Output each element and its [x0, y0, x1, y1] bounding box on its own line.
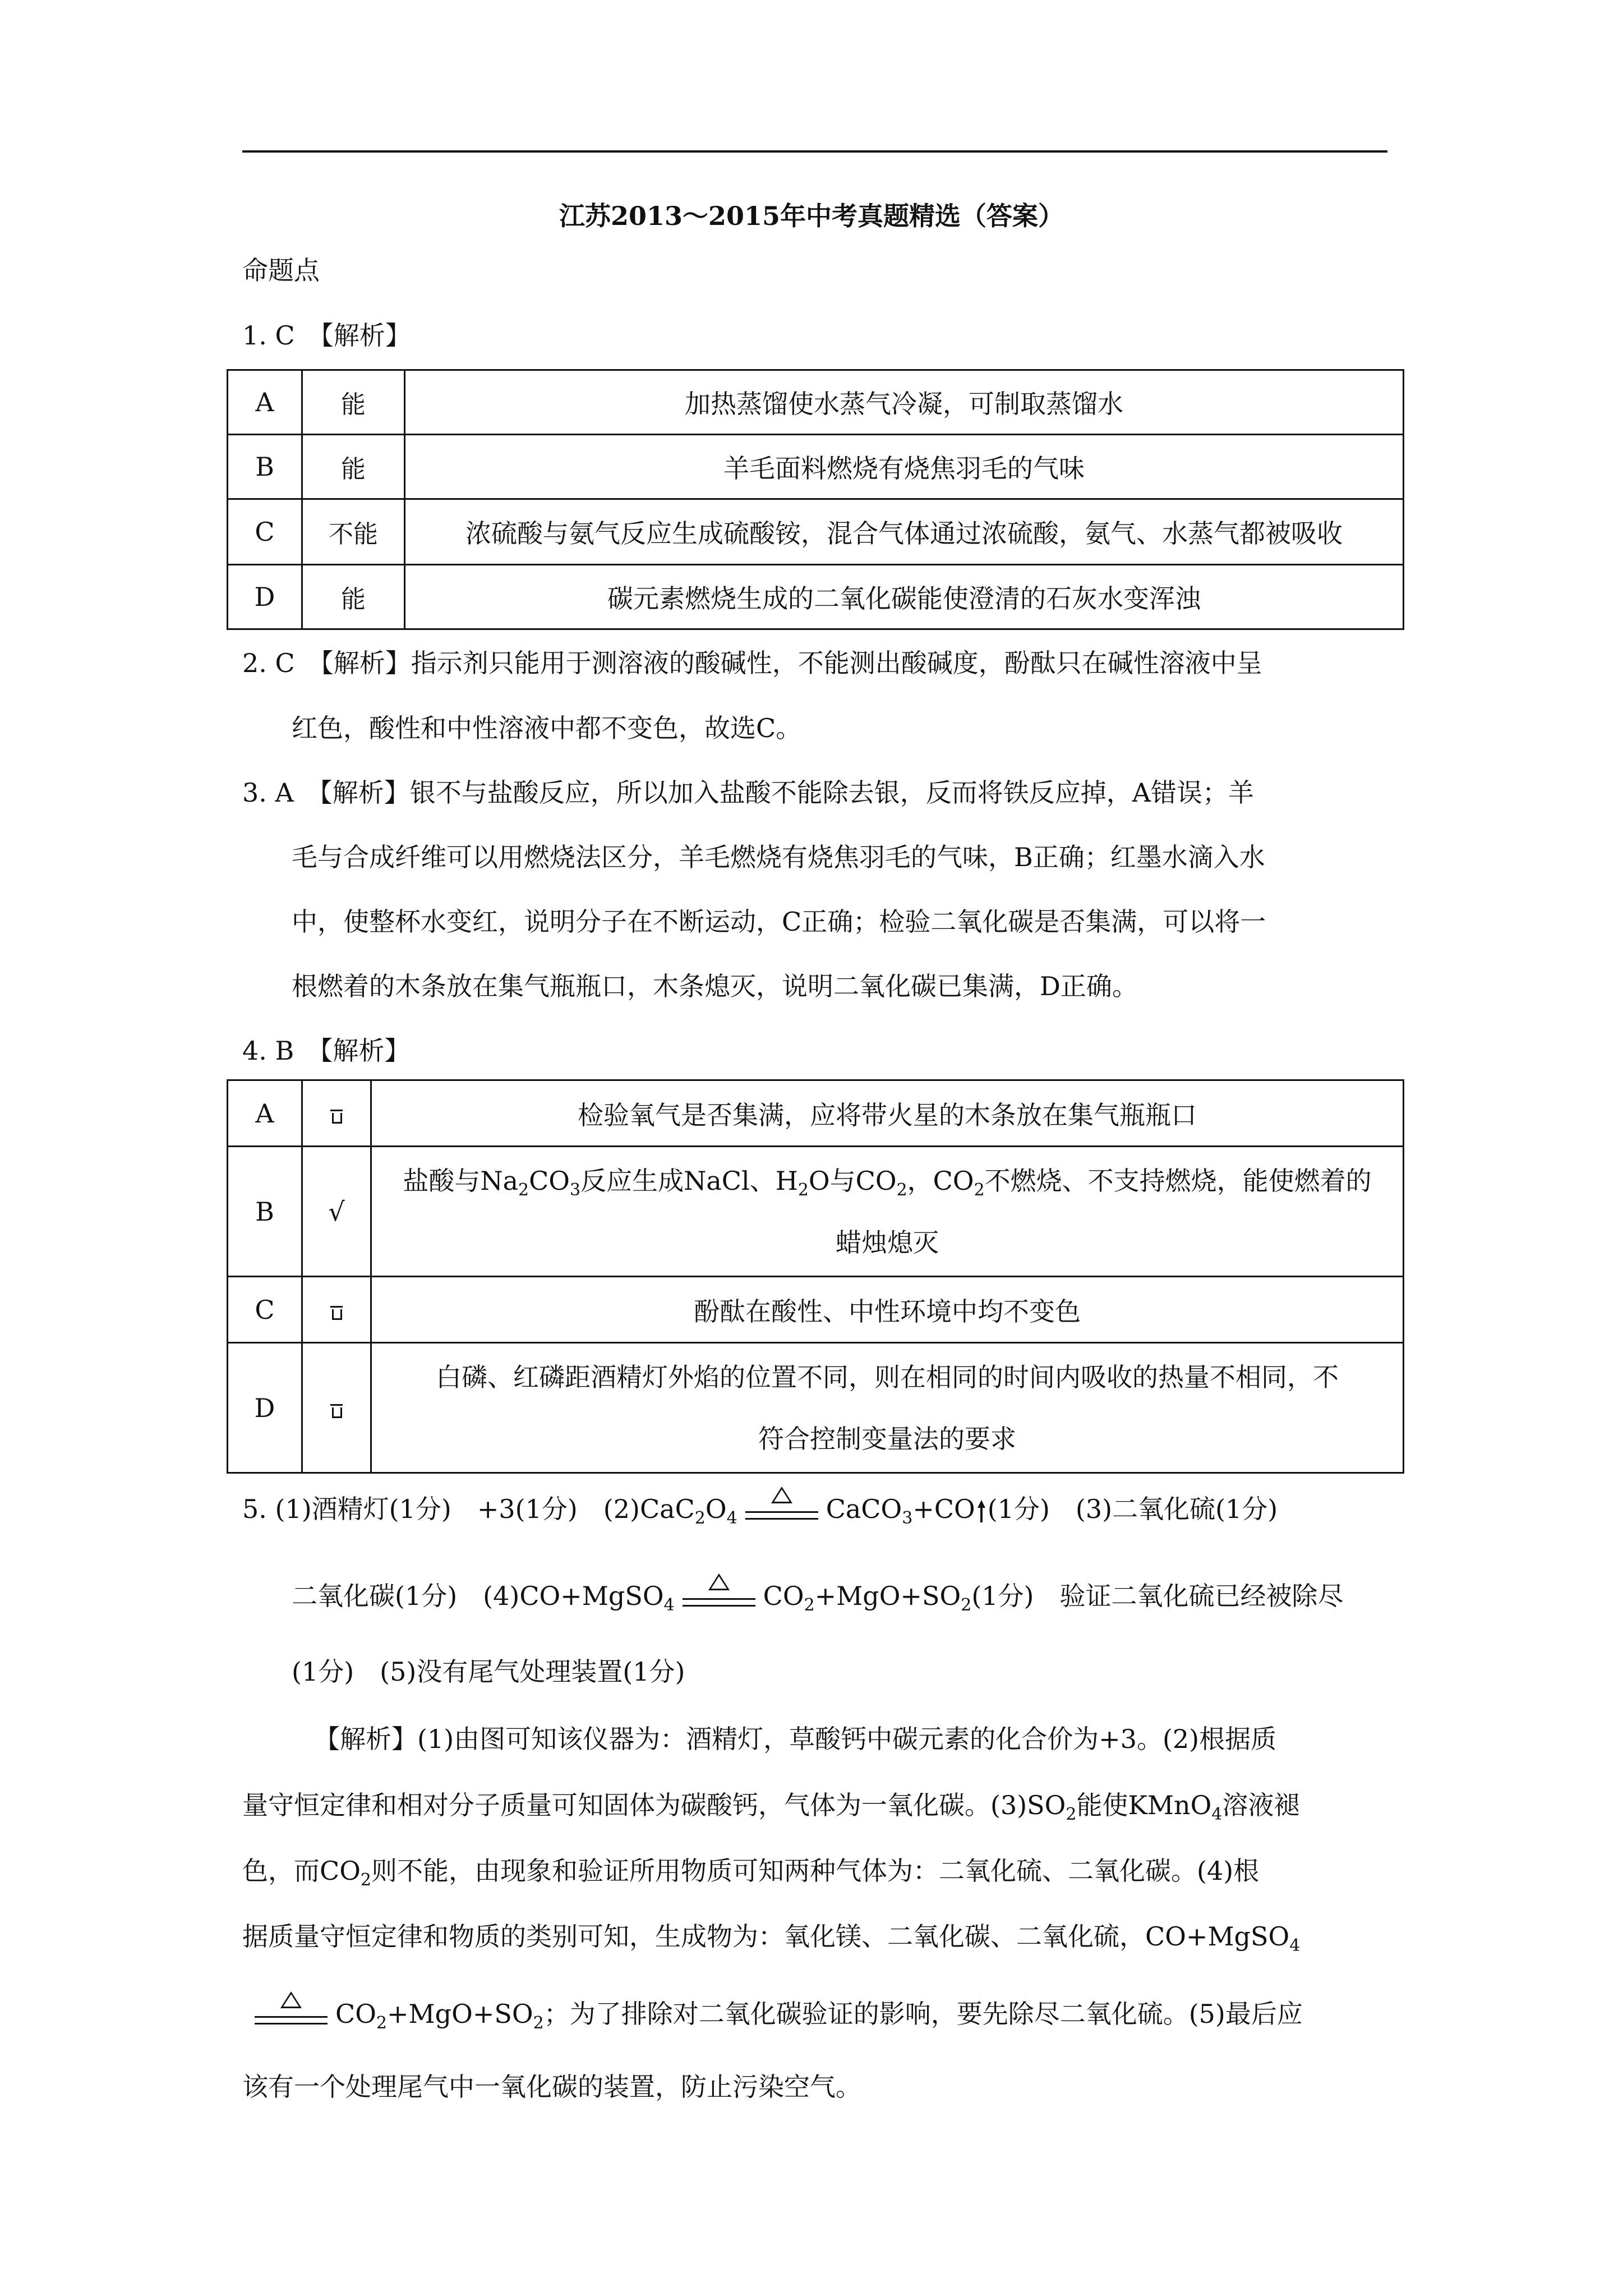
- q5-analysis-line: [242, 1854, 1259, 1888]
- subscript: 2: [961, 1595, 972, 1615]
- option-cell: B: [228, 435, 302, 499]
- text-run: 白磷、红磷距酒精灯外焰的位置不同，则在相同的时间内吸收的热量不相同，不: [436, 1361, 1339, 1392]
- answer-cell: 不能: [302, 499, 405, 565]
- wrong-mark-icon: [330, 1402, 343, 1419]
- explanation-cell: 羊毛面料燃烧有烧焦羽毛的气味: [405, 435, 1404, 499]
- q5-analysis-line: [242, 1920, 1300, 1953]
- subscript: 2: [694, 1508, 706, 1528]
- text-run: 能使KMnO: [1076, 1790, 1212, 1820]
- q4-table: [227, 1079, 1404, 1474]
- answer-cell: [302, 1080, 371, 1147]
- text-run: CaCO: [826, 1494, 902, 1524]
- option-cell: C: [228, 1277, 302, 1343]
- text-run: (1分) (3)二氧化硫(1分): [987, 1494, 1278, 1524]
- table-row: [228, 370, 1404, 435]
- explanation-cell: 浓硫酸与氨气反应生成硫酸铵，混合气体通过浓硫酸，氨气、水蒸气都被吸收: [405, 499, 1404, 565]
- answer-cell: 能: [302, 565, 405, 629]
- explanation-cell: [371, 1147, 1404, 1277]
- formula-text: CO: [529, 1165, 570, 1196]
- table-row: [228, 1147, 1404, 1277]
- explanation-cell: 检验氧气是否集满，应将带火星的木条放在集气瓶瓶口: [371, 1080, 1404, 1147]
- q3-line: 中，使整杯水变红，说明分子在不断运动，C正确；检验二氧化碳是否集满，可以将一: [292, 907, 1266, 937]
- text-run: 不燃烧、不支持燃烧，能使燃着的: [984, 1165, 1372, 1196]
- table-row: [228, 565, 1404, 629]
- gas-arrow-icon: [978, 1500, 985, 1522]
- heat-equals-icon: [255, 1999, 328, 2033]
- subscript: 2: [533, 2013, 544, 2033]
- subscript: 2: [360, 1870, 372, 1890]
- formula-text: O: [808, 1165, 830, 1196]
- formula-text: H: [775, 1165, 798, 1196]
- option-cell: A: [228, 370, 302, 435]
- subscript: 2: [1066, 1805, 1077, 1824]
- table-row: [228, 1080, 1404, 1147]
- q2-line: 红色，酸性和中性溶液中都不变色，故选C。: [292, 713, 802, 743]
- explanation-cell: [371, 1343, 1404, 1473]
- text-run: +MgO+SO: [387, 1999, 533, 2029]
- text-run: 盐酸与: [403, 1165, 481, 1196]
- q5-answer-line: [292, 1579, 1344, 1615]
- option-cell: C: [228, 499, 302, 565]
- subscript: 4: [1289, 1936, 1301, 1955]
- text-run: +MgO+SO: [814, 1581, 961, 1611]
- heat-equals-icon: [745, 1494, 818, 1528]
- option-cell: B: [228, 1147, 302, 1277]
- answer-cell: 能: [302, 435, 405, 499]
- section-label: 命题点: [242, 255, 320, 286]
- text-run: CO: [763, 1581, 804, 1611]
- table-row: [228, 435, 1404, 499]
- answer-cell: √: [302, 1147, 371, 1277]
- subscript: 2: [797, 1180, 809, 1200]
- q3-line: 毛与合成纤维可以用燃烧法区分，羊毛燃烧有烧焦羽毛的气味，B正确；红墨水滴入水: [292, 842, 1265, 872]
- explanation-cell: 碳元素燃烧生成的二氧化碳能使澄清的石灰水变浑浊: [405, 565, 1404, 629]
- subscript: 2: [896, 1180, 907, 1200]
- q1-label: 1. C 【解析】: [242, 320, 411, 351]
- text-run: ，: [907, 1165, 933, 1196]
- answer-cell: [302, 1343, 371, 1473]
- text-run: 反应生成NaCl、: [580, 1165, 776, 1196]
- subscript: 2: [804, 1595, 815, 1615]
- formula-text: Na: [480, 1165, 518, 1196]
- subscript: 3: [902, 1508, 913, 1528]
- subscript: 3: [570, 1180, 581, 1200]
- text-run: 与: [829, 1165, 856, 1196]
- q5-analysis-line: [247, 1997, 1303, 2033]
- q3-line: 3. A 【解析】银不与盐酸反应，所以加入盐酸不能除去银，反而将铁反应掉，A错误；羊: [242, 777, 1254, 808]
- q5-analysis-line: 该有一个处理尾气中一氧化碳的装置，防止污染空气。: [242, 2072, 861, 2102]
- explanation-cell: 加热蒸馏使水蒸气冷凝，可制取蒸馏水: [405, 370, 1404, 435]
- text-run: 符合控制变量法的要求: [758, 1423, 1016, 1454]
- text-run: O: [705, 1494, 727, 1524]
- q5-analysis-line: 【解析】(1)由图可知该仪器为：酒精灯，草酸钙中碳元素的化合价为+3。(2)根据质: [314, 1724, 1277, 1754]
- text-run: +CO: [912, 1494, 975, 1524]
- wrong-mark-icon: [330, 1304, 343, 1320]
- page-title: 江苏2013～2015年中考真题精选（答案）: [559, 201, 1064, 231]
- q1-table: [227, 369, 1404, 630]
- option-cell: D: [228, 565, 302, 629]
- answer-cell: [302, 1277, 371, 1343]
- formula-text: CO: [855, 1165, 897, 1196]
- text-run: 据质量守恒定律和物质的类别可知，生成物为：氧化镁、二氧化碳、二氧化硫，CO+MgSO: [242, 1921, 1290, 1952]
- text-run: 二氧化碳(1分) (4)CO+MgSO: [292, 1581, 664, 1611]
- table-row: [228, 1277, 1404, 1343]
- subscript: 2: [518, 1180, 529, 1200]
- subscript: 2: [974, 1180, 985, 1200]
- formula-text: CO: [933, 1165, 974, 1196]
- q2-line: 2. C 【解析】指示剂只能用于测溶液的酸碱性，不能测出酸碱度，酚酞只在碱性溶液中呈: [242, 648, 1262, 678]
- explanation-cell: 酚酞在酸性、中性环境中均不变色: [371, 1277, 1404, 1343]
- header-rule: [242, 150, 1387, 153]
- text-run: 则不能，由现象和验证所用物质可知两种气体为：二氧化硫、二氧化碳。(4)根: [371, 1856, 1260, 1886]
- text-run: CO: [335, 1999, 376, 2029]
- table-row: [228, 1343, 1404, 1473]
- option-cell: D: [228, 1343, 302, 1473]
- option-cell: A: [228, 1080, 302, 1147]
- q3-line: 根燃着的木条放在集气瓶瓶口，木条熄灭，说明二氧化碳已集满，D正确。: [292, 971, 1138, 1001]
- text-run: 溶液褪: [1222, 1790, 1300, 1820]
- answer-cell: 能: [302, 370, 405, 435]
- subscript: 4: [726, 1508, 737, 1528]
- heat-equals-icon: [683, 1581, 755, 1615]
- text-run: ；为了排除对二氧化碳验证的影响，要先除尽二氧化硫。(5)最后应: [543, 1999, 1303, 2029]
- text-run: (1分) 验证二氧化硫已经被除尽: [971, 1581, 1344, 1611]
- text-run: 量守恒定律和相对分子质量可知固体为碳酸钙，气体为一氧化碳。(3)SO: [242, 1790, 1066, 1820]
- text-run: 色，而CO: [242, 1856, 361, 1886]
- wrong-mark-icon: [330, 1107, 343, 1124]
- subscript: 2: [376, 2013, 388, 2033]
- subscript: 4: [1211, 1805, 1223, 1824]
- text-run: 蜡烛熄灭: [836, 1227, 939, 1258]
- q5-answer-line: (1分) (5)没有尾气处理装置(1分): [292, 1657, 685, 1687]
- text-run: 5. (1)酒精灯(1分) +3(1分) (2)CaC: [242, 1494, 695, 1524]
- table-row: [228, 499, 1404, 565]
- q5-answer-line: [242, 1492, 1278, 1528]
- q5-analysis-line: [242, 1788, 1299, 1822]
- q4-label: 4. B 【解析】: [242, 1036, 411, 1066]
- subscript: 4: [663, 1595, 675, 1615]
